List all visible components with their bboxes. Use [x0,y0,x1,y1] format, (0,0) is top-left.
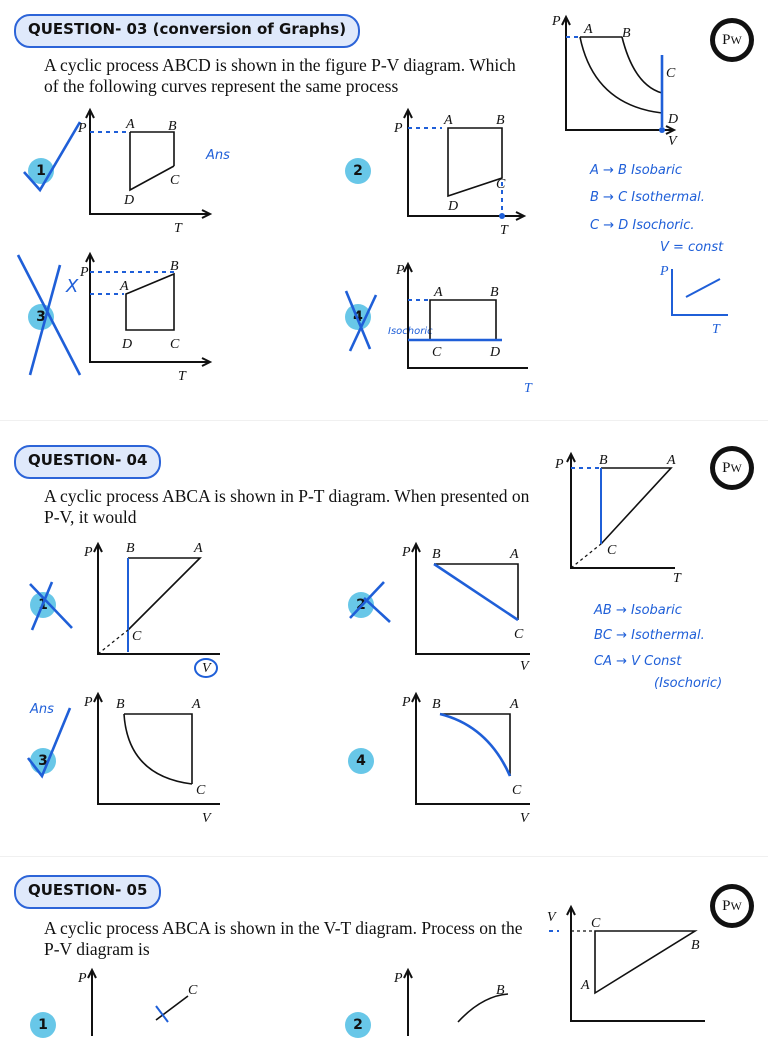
q4-option-2-badge[interactable]: 2 [348,592,374,618]
svg-text:P: P [84,545,93,560]
svg-text:C: C [496,177,506,192]
svg-text:T: T [712,322,720,337]
svg-text:A: A [434,285,443,300]
svg-text:P: P [402,545,411,560]
svg-text:A: A [194,541,203,556]
question-05-heading: QUESTION- 05 [14,875,161,909]
svg-text:D: D [668,112,679,127]
svg-text:P: P [402,695,411,710]
q4-option-3-graph [82,690,232,830]
q5-reference-vt-graph [545,905,715,1035]
pw-logo-mark: PW [715,451,749,485]
svg-text:V: V [202,661,211,676]
svg-text:A: A [192,697,201,712]
svg-text:V: V [547,910,556,925]
svg-text:T: T [673,571,681,586]
svg-text:P: P [78,121,87,136]
q3-x-mark: X [66,276,79,297]
svg-text:V: V [520,659,529,674]
svg-text:B: B [168,119,177,134]
svg-text:B: B [496,113,505,128]
q5-option-1-graph [76,966,216,1026]
svg-text:A: A [581,978,590,993]
q4-note-ca: CA → V Const [594,654,682,669]
svg-text:C: C [170,173,180,188]
svg-text:D: D [124,193,135,208]
q3-note-ab: A → B Isobaric [590,163,682,178]
svg-text:V: V [668,134,677,149]
svg-text:B: B [691,938,700,953]
svg-text:P: P [394,971,403,986]
svg-text:B: B [432,697,441,712]
svg-text:P: P [660,264,669,279]
svg-text:C: C [132,629,142,644]
q3-option-2-graph [392,108,532,238]
section-divider-1 [0,420,768,421]
q3-reference-pv-graph [550,14,690,149]
q3-option-4-badge[interactable]: 4 [345,304,371,330]
q5-option-1-badge[interactable]: 1 [30,1012,56,1038]
svg-text:P: P [396,263,405,278]
svg-text:B: B [126,541,135,556]
svg-text:B: B [599,453,608,468]
svg-text:A: A [120,279,129,294]
svg-text:A: A [510,547,519,562]
svg-text:B: B [170,259,179,274]
svg-text:T: T [178,369,186,384]
svg-text:C: C [432,345,442,360]
q4-note-isochoric: (Isochoric) [654,676,723,691]
pw-logo-mark: PW [715,889,749,923]
q3-note-vconst: V = const [660,240,724,255]
q5-option-2-badge[interactable]: 2 [345,1012,371,1038]
svg-text:V: V [202,811,211,826]
q4-note-bc: BC → Isothermal. [594,628,705,643]
pw-logo-mark: PW [715,23,749,57]
svg-text:P: P [555,457,564,472]
q4-answer-mark: Ans [30,702,54,717]
q3-isochoric-note: Isochoric [388,326,433,337]
svg-text:C: C [591,916,601,931]
q3-option-2-badge[interactable]: 2 [345,158,371,184]
q3-option-4-graph [392,260,542,400]
svg-text:A: A [510,697,519,712]
svg-text:P: P [80,265,89,280]
pw-logo [710,446,754,490]
q3-note-bc: B → C Isothermal. [590,190,705,205]
q4-option-4-graph [400,690,540,830]
svg-text:T: T [500,223,508,238]
q3-answer-mark: Ans [206,148,230,163]
q3-option-3-badge[interactable]: 3 [28,304,54,330]
q3-cross-mark-4 [340,285,400,355]
svg-text:C: C [170,337,180,352]
svg-text:P: P [84,695,93,710]
q5-option-2-graph [392,966,532,1026]
q3-note-cd: C → D Isochoric. [590,218,695,233]
svg-text:A: A [126,117,135,132]
q4-option-4-badge[interactable]: 4 [348,748,374,774]
svg-text:B: B [496,983,505,998]
q3-option-1-badge[interactable]: 1 [28,158,54,184]
svg-text:T: T [524,381,532,396]
svg-text:C: C [512,783,522,798]
svg-text:A: A [584,22,593,37]
svg-text:D: D [448,199,459,214]
pw-logo [710,884,754,928]
svg-text:V: V [520,811,529,826]
svg-text:P: P [552,14,561,29]
q4-option-3-badge[interactable]: 3 [30,748,56,774]
q4-cross-mark-1 [22,578,82,638]
svg-text:C: C [196,783,206,798]
question-04-heading: QUESTION- 04 [14,445,161,479]
svg-text:D: D [122,337,133,352]
svg-text:B: B [432,547,441,562]
question-04-text: A cyclic process ABCA is shown in P-T diagram. When presented on P-V, it would [44,486,530,527]
q4-note-ab: AB → Isobaric [594,603,682,618]
q4-reference-pt-graph [555,452,685,586]
svg-text:P: P [394,121,403,136]
svg-text:B: B [490,285,499,300]
question-03-heading: QUESTION- 03 (conversion of Graphs) [14,14,360,48]
svg-text:C: C [188,983,198,998]
question-03-text: A cyclic process ABCD is shown in the figure P-V diagram. Which of the following curves represent the same process [44,55,516,96]
svg-text:C: C [514,627,524,642]
svg-text:A: A [667,453,676,468]
svg-text:C: C [666,66,676,81]
q3-pt-sketch [660,265,740,335]
svg-text:P: P [78,971,87,986]
svg-text:B: B [622,26,631,41]
svg-text:A: A [444,113,453,128]
q4-cross-mark-2 [344,578,394,628]
question-05-text: A cyclic process ABCA is shown in the V-T diagram. Process on the P-V diagram is [44,918,523,959]
section-divider-2 [0,856,768,857]
svg-text:C: C [607,543,617,558]
svg-text:B: B [116,697,125,712]
svg-text:D: D [490,345,501,360]
svg-text:T: T [174,221,182,236]
q4-option-1-badge[interactable]: 1 [30,592,56,618]
pw-logo [710,18,754,62]
q4-option-1-graph [82,540,232,680]
q3-option-1-graph [78,108,218,236]
q3-option-3-graph [78,252,218,382]
q4-option-2-graph [400,540,540,680]
